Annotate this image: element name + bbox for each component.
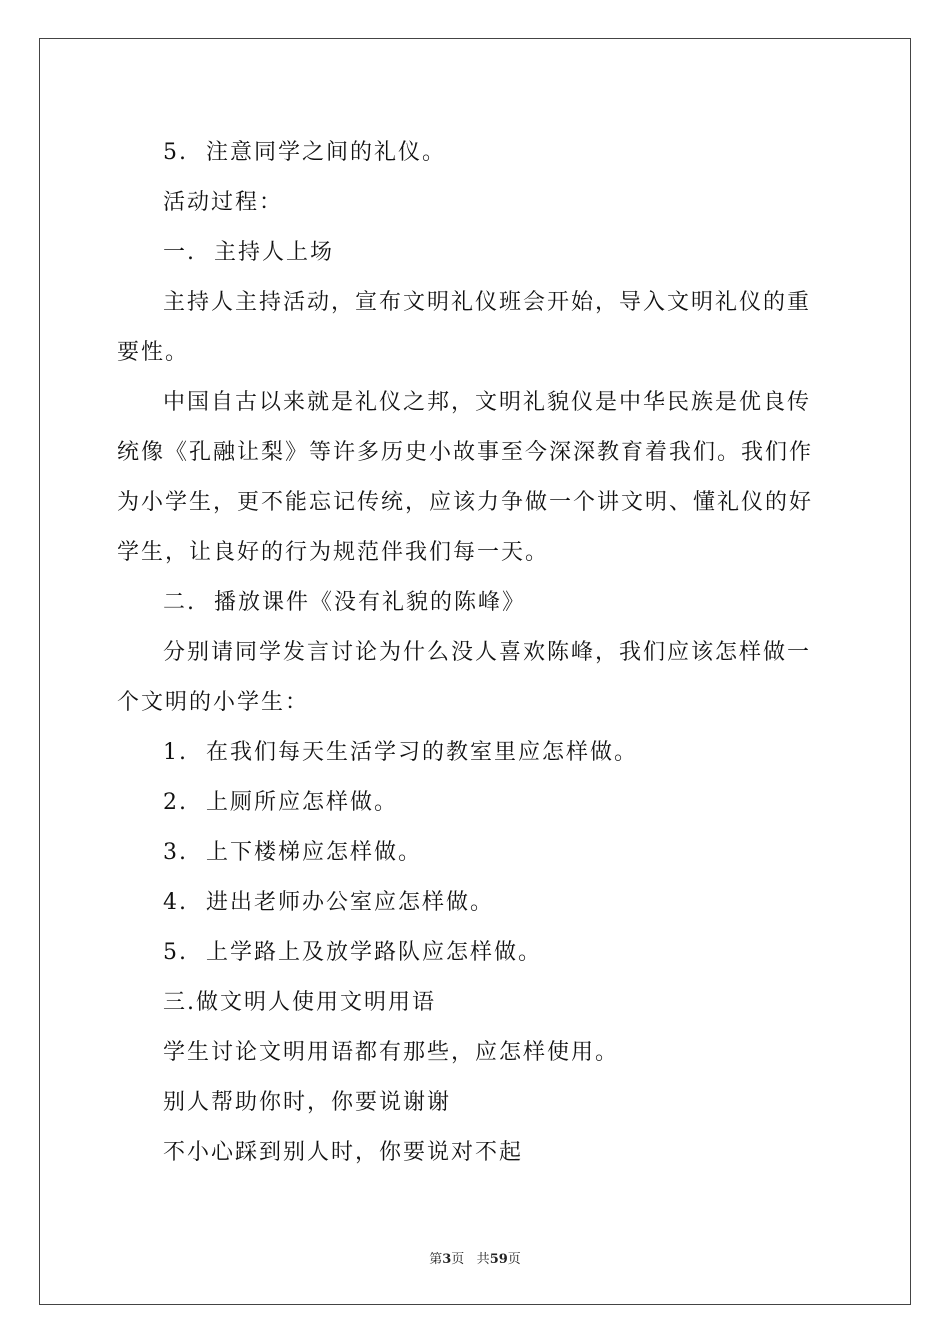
total-suffix: 页 (507, 1252, 521, 1267)
section-heading: 三.做文明人使用文明用语 (163, 990, 436, 1015)
page-footer (0, 1248, 950, 1267)
total-prefix: 共 (476, 1252, 490, 1267)
document-body (117, 128, 833, 1178)
paragraph: 主持人主持活动，宣布文明礼仪班会开始，导入文明礼仪的重要性。 (117, 290, 812, 365)
list-item: 4. 进出老师办公室应怎样做。 (163, 890, 494, 915)
paragraph: 分别请同学发言讨论为什么没人喜欢陈峰，我们应该怎样做一个文明的小学生： (117, 640, 812, 715)
list-item: 3. 上下楼梯应怎样做。 (163, 840, 422, 865)
list-item: 2. 上厕所应怎样做。 (163, 790, 398, 815)
section-heading: 二. 播放课件《没有礼貌的陈峰》 (163, 590, 526, 615)
paragraph: 中国自古以来就是礼仪之邦，文明礼貌仪是中华民族是优良传统像《孔融让梨》等许多历史小故事至今深深教育着我们。我们作为小学生，更不能忘记传统，应该力争做一个讲文明、懂礼仪的好学生，让良好的行为规范伴我们每一天。 (117, 390, 814, 565)
list-item: 5. 上学路上及放学路队应怎样做。 (163, 940, 542, 965)
paragraph: 不小心踩到别人时，你要说对不起 (163, 1140, 524, 1165)
paragraph: 5. 注意同学之间的礼仪。 (163, 140, 446, 165)
page-prefix: 第 (429, 1252, 443, 1267)
paragraph: 别人帮助你时，你要说谢谢 (163, 1090, 452, 1115)
paragraph: 学生讨论文明用语都有那些，应怎样使用。 (163, 1040, 620, 1065)
page-suffix: 页 (451, 1252, 465, 1267)
list-item: 1. 在我们每天生活学习的教室里应怎样做。 (163, 740, 638, 765)
total-pages: 59 (489, 1252, 508, 1267)
page-number: 3 (442, 1252, 452, 1267)
section-heading: 一. 主持人上场 (163, 240, 334, 265)
paragraph: 活动过程： (163, 190, 284, 215)
